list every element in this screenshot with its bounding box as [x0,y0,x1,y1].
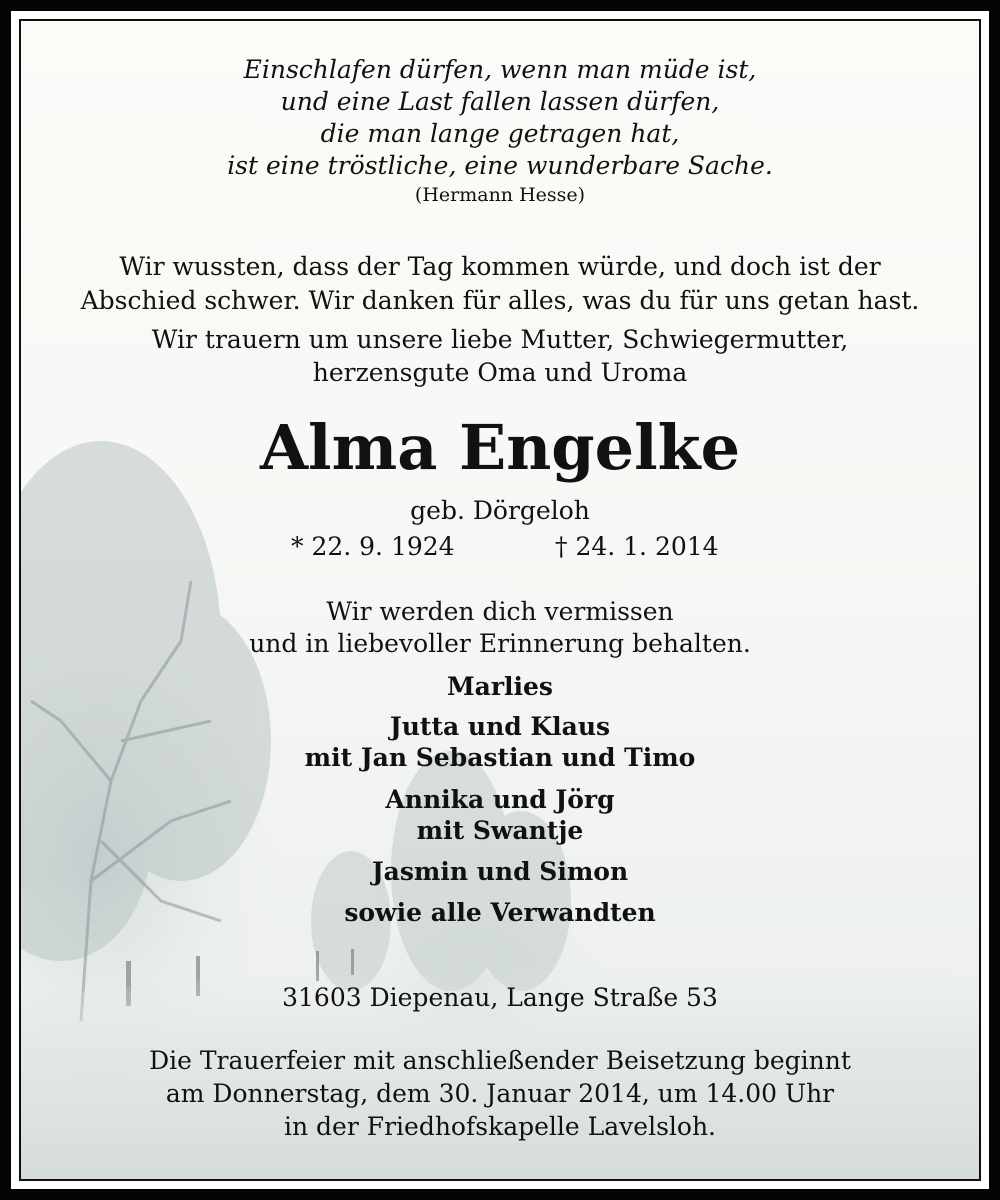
funeral-line-1: Die Trauerfeier mit anschließender Beisetzung beginnt [149,1046,851,1075]
deceased-name: Alma Engelke [259,411,741,484]
maiden-name: geb. Dörgeloh [410,496,590,525]
mourner-1: Marlies [446,672,554,701]
remembrance-line-1: Wir werden dich vermissen [326,597,674,626]
obituary-content [21,21,979,1179]
mourner-5: mit Swantje [416,816,584,845]
intro-line-4: herzensgute Oma und Uroma [312,358,688,387]
poem-line-1: Einschlafen dürfen, wenn man müde ist, [243,55,757,84]
death-date: † 24. 1. 2014 [555,532,719,561]
remembrance-line-2: und in liebevoller Erinnerung behalten. [249,629,751,658]
poem-author: (Hermann Hesse) [414,184,586,206]
funeral-line-2: am Donnerstag, dem 30. Januar 2014, um 14.00 Uhr [165,1079,835,1108]
poem-line-3: die man lange getragen hat, [320,119,680,148]
intro-line-2: Abschied schwer. Wir danken für alles, was du für uns getan hast. [80,286,920,315]
poem-line-2: und eine Last fallen lassen dürfen, [280,87,720,116]
birth-date: * 22. 9. 1924 [291,532,455,561]
funeral-line-3: in der Friedhofskapelle Lavelsloh. [284,1112,716,1141]
obituary-card [19,19,981,1181]
mourner-7: sowie alle Verwandten [344,898,656,927]
obituary-paper [21,21,979,1179]
poem-line-4: ist eine tröstliche, eine wunderbare Sache. [227,151,773,180]
mourner-2: Jutta und Klaus [389,712,611,741]
mourner-3: mit Jan Sebastian und Timo [304,743,696,772]
intro-line-1: Wir wussten, dass der Tag kommen würde, und doch ist der [119,252,881,281]
mourner-6: Jasmin und Simon [371,857,629,886]
address: 31603 Diepenau, Lange Straße 53 [282,983,718,1012]
intro-line-3: Wir trauern um unsere liebe Mutter, Schwiegermutter, [151,325,849,354]
mourner-4: Annika und Jörg [385,785,615,814]
